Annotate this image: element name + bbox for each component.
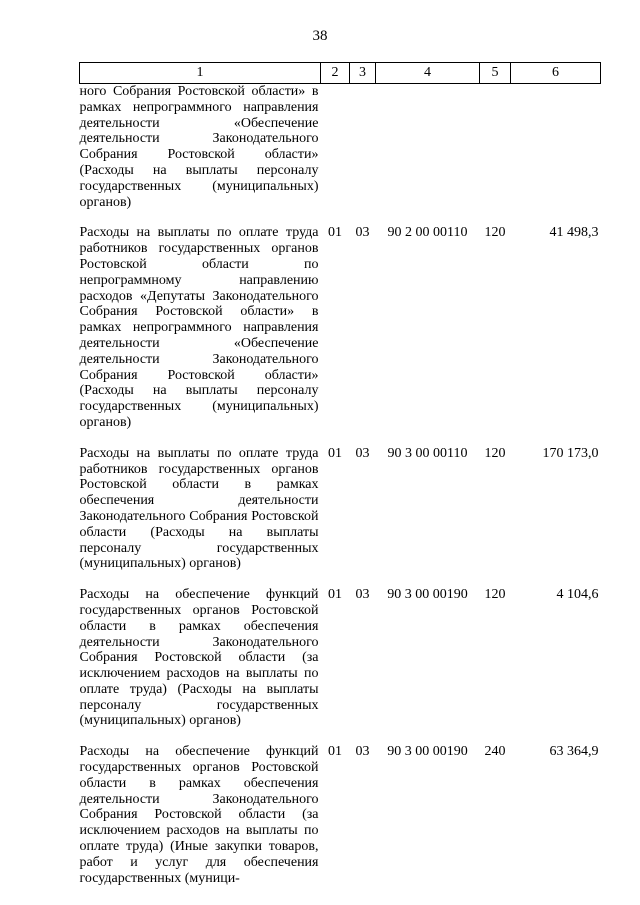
row-target-code: 90 2 00 00110 [387, 225, 468, 241]
table-row [80, 446, 601, 587]
row-section [321, 84, 350, 226]
row-expense-type: 240 [484, 744, 506, 760]
header-row [80, 63, 601, 84]
row-subsection: 03 [355, 587, 370, 603]
row-description: Расходы на обеспечение функций государственных органов Ростовской области в рамках обеспечения деятельности Законодательного Собрания Ростовской области (за исключением расходов на выплаты по оплате труда) (Иные закупки товаров, работ и услуг для обеспечения государственных (муници- [79, 744, 319, 886]
row-expense-type: 120 [484, 225, 506, 241]
header-col-2: 2 [321, 63, 350, 84]
table-row [80, 84, 601, 226]
row-target-code [376, 84, 480, 226]
page-number: 38 [312, 28, 328, 44]
header-col-5: 5 [480, 63, 511, 84]
row-subsection: 03 [355, 744, 370, 760]
row-section: 01 [328, 587, 342, 603]
row-amount [511, 84, 601, 226]
row-amount: 63 364,9 [549, 744, 599, 760]
row-amount: 4 104,6 [556, 587, 599, 603]
table-row [80, 587, 601, 744]
row-target-code: 90 3 00 00190 [387, 587, 468, 603]
row-subsection: 03 [355, 445, 370, 461]
row-target-code: 90 3 00 00110 [387, 445, 468, 461]
row-amount: 41 498,3 [549, 225, 599, 241]
table-row [80, 744, 601, 886]
header-col-3: 3 [350, 63, 376, 84]
table-row [80, 225, 601, 445]
row-subsection [350, 84, 376, 226]
header-col-6: 6 [511, 63, 601, 84]
row-expense-type [480, 84, 511, 226]
row-section: 01 [328, 225, 342, 241]
row-section: 01 [328, 744, 342, 760]
row-description: ного Собрания Ростовской области» в рамках непрограммного направления деятельности «Обеспечение деятельности Законодательного Собрания Ростовской области» (Расходы на выплаты персоналу государственных (муниципальных) органов) [79, 84, 319, 210]
row-expense-type: 120 [484, 445, 506, 461]
header-col-4: 4 [376, 63, 480, 84]
row-section: 01 [328, 445, 342, 461]
row-description: Расходы на выплаты по оплате труда работников государственных органов Ростовской области в рамках обеспечения деятельности Законодательного Собрания Ростовской области (Расходы на выплаты персоналу государственных (муниципальных) органов) [79, 445, 319, 572]
header-col-1: 1 [80, 63, 321, 84]
row-subsection: 03 [355, 225, 370, 241]
row-description: Расходы на выплаты по оплате труда работников государственных органов Ростовской области по непрограммному направлению расходов «Депутаты Законодательного Собрания Ростовской области» в рамках непрограммного направления деятельности «Обеспечение деятельности Законодательного Собрания Ростовской области» (Расходы на выплаты персоналу государственных (муниципальных) органов) [79, 225, 319, 430]
row-amount: 170 173,0 [542, 445, 599, 461]
row-target-code: 90 3 00 00190 [387, 744, 468, 760]
row-expense-type: 120 [484, 587, 506, 603]
budget-table [79, 62, 601, 886]
row-description: Расходы на обеспечение функций государственных органов Ростовской области в рамках обеспечения деятельности Законодательного Собрания Ростовской области (за исключением расходов на выплаты по оплате труда) (Расходы на выплаты персоналу государственных (муниципальных) органов) [79, 587, 319, 729]
